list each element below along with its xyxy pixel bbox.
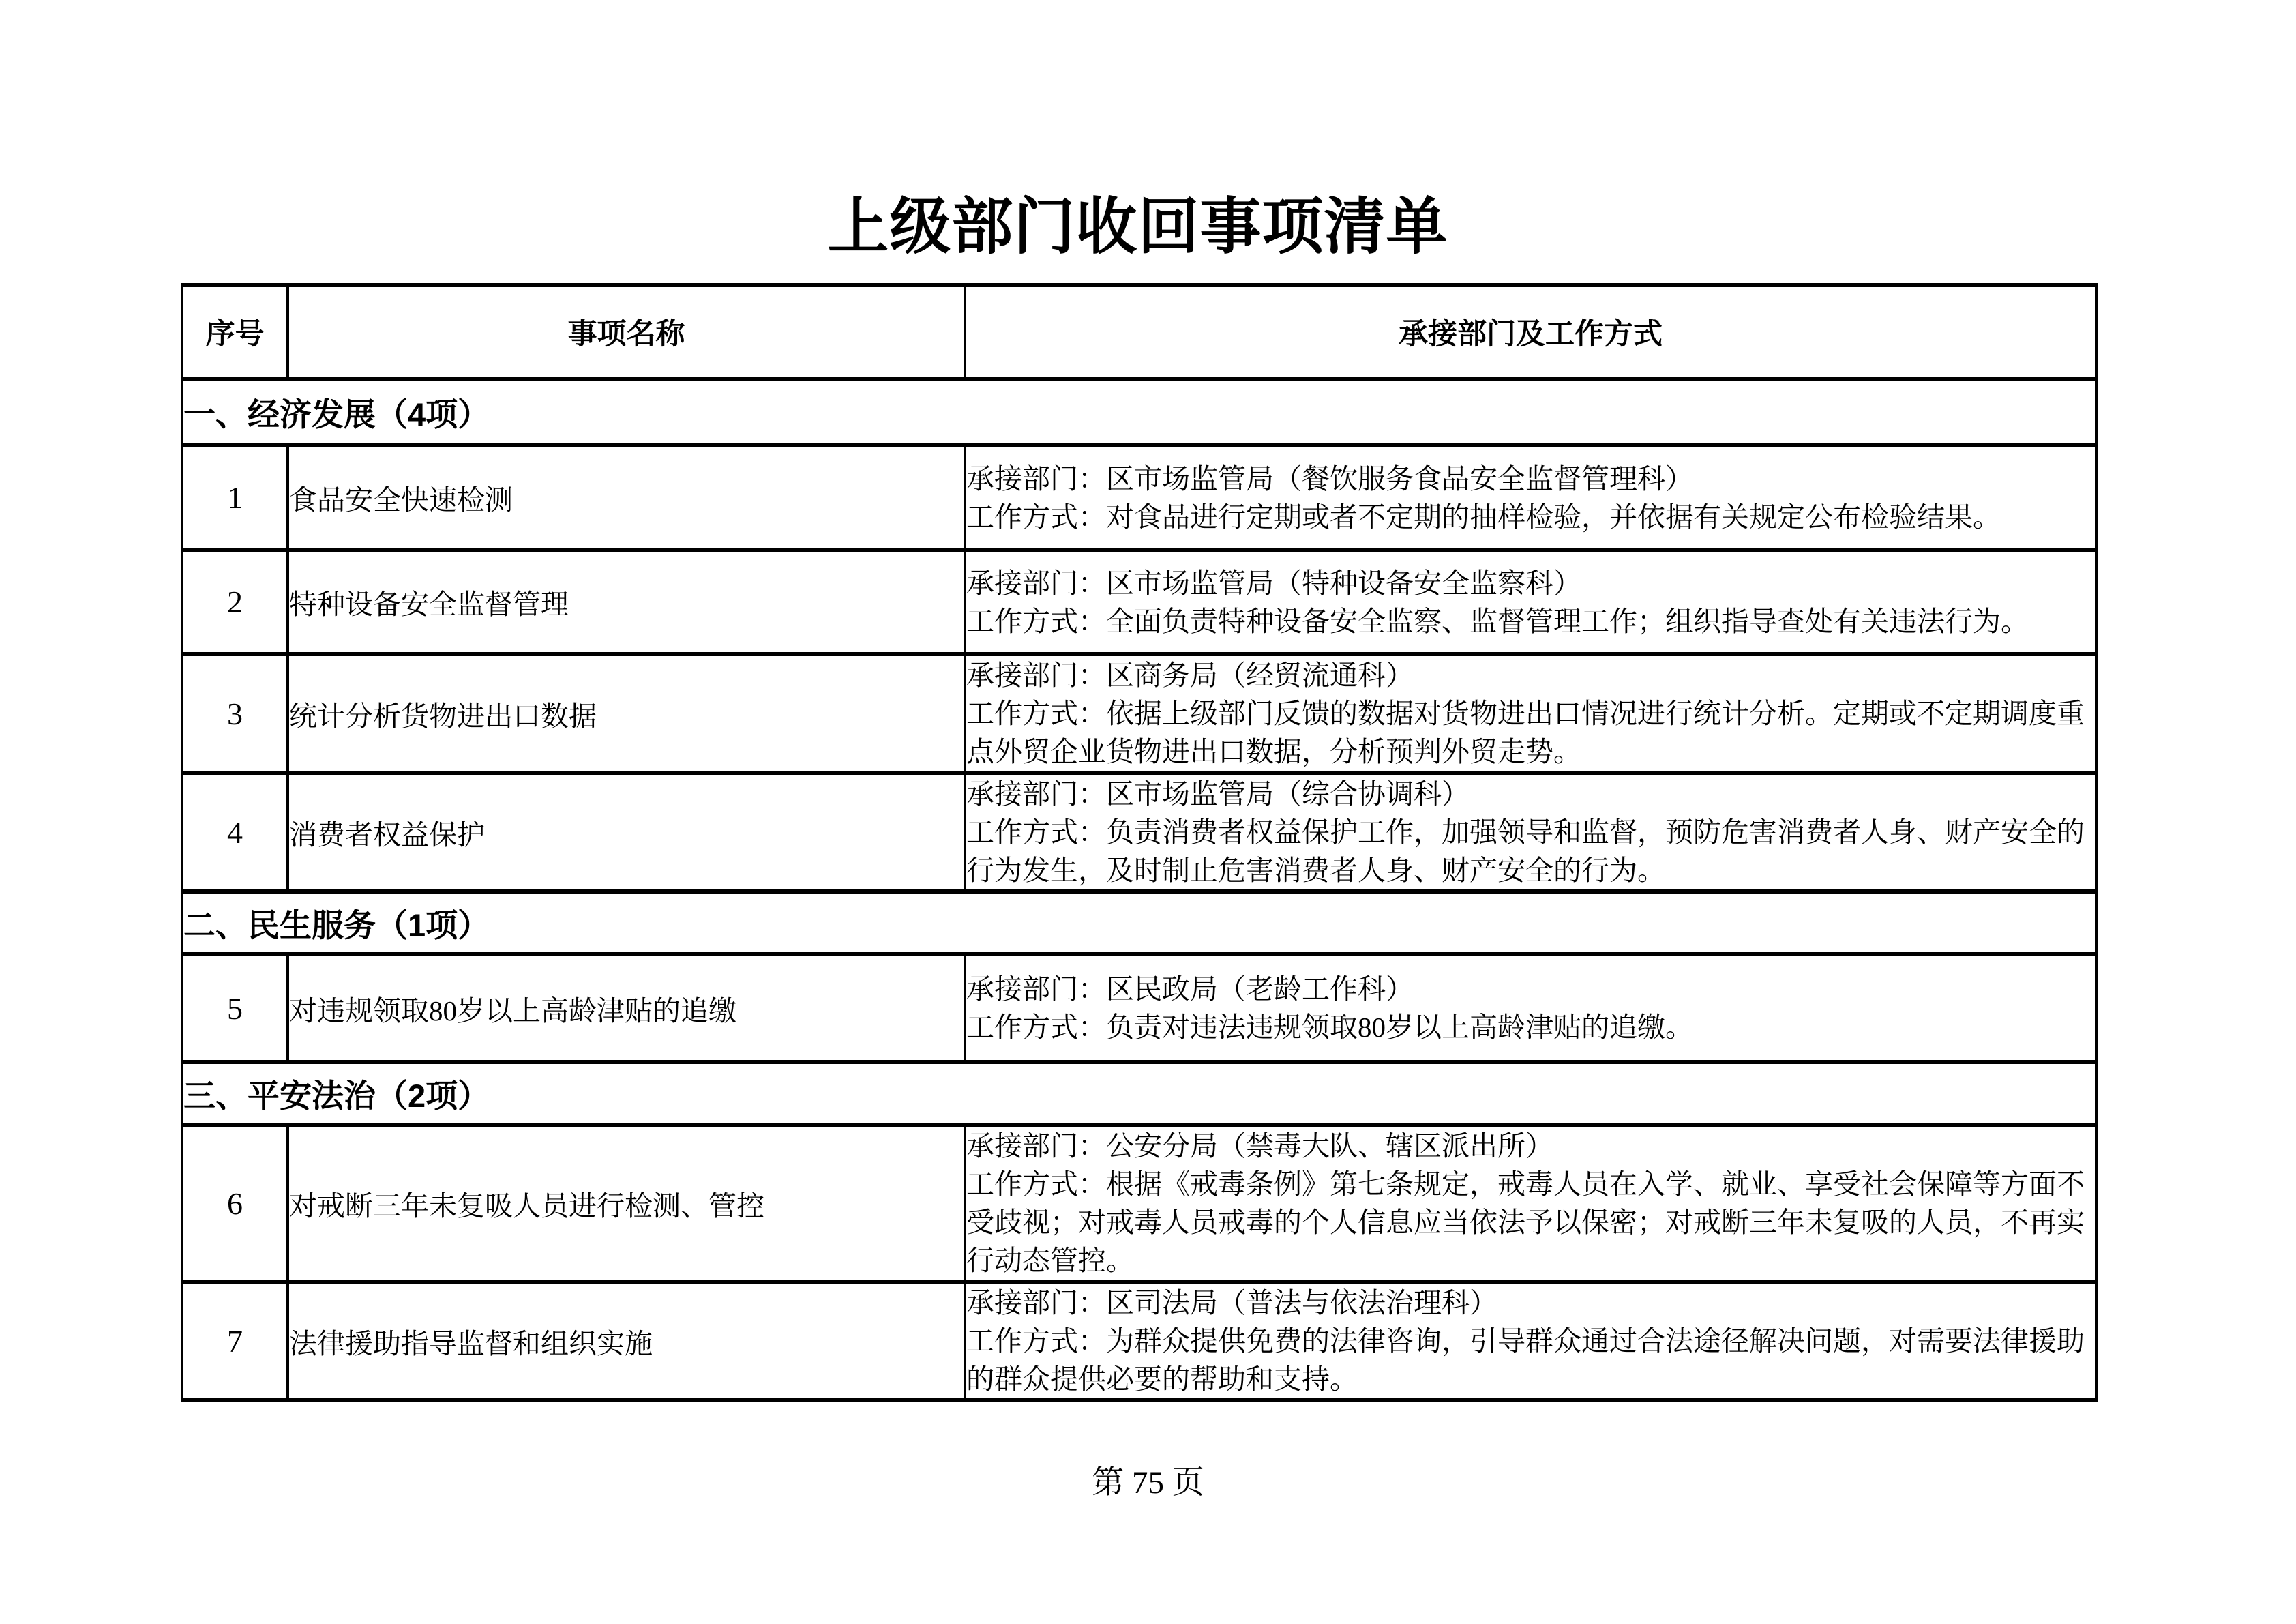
section-label: 一、经济发展（4项） xyxy=(182,379,2096,445)
method-line: 工作方式：根据《戒毒条例》第七条规定，戒毒人员在入学、就业、享受社会保障等方面不受歧视；对戒毒人员戒毒的个人信息应当依法予以保密；对戒断三年未复吸的人员，不再实行动态管控。 xyxy=(966,1168,2085,1276)
item-detail xyxy=(965,773,2096,891)
row-index: 3 xyxy=(182,654,288,773)
dept-line: 承接部门：区司法局（普法与依法治理科） xyxy=(966,1287,1497,1318)
page-title: 上级部门收回事项清单 xyxy=(827,194,1448,261)
header-department-method: 承接部门及工作方式 xyxy=(965,285,2096,379)
table-row xyxy=(182,550,2096,654)
method-line: 工作方式：对食品进行定期或者不定期的抽样检验，并依据有关规定公布检验结果。 xyxy=(966,501,2001,533)
item-detail xyxy=(965,1282,2096,1400)
item-name: 对戒断三年未复吸人员进行检测、管控 xyxy=(288,1125,965,1282)
table-row xyxy=(182,1282,2096,1400)
row-index: 7 xyxy=(182,1282,288,1400)
row-index: 1 xyxy=(182,445,288,550)
section-row-economy xyxy=(182,379,2096,445)
section-label: 三、平安法治（2项） xyxy=(182,1062,2096,1125)
table-header-row xyxy=(182,285,2096,379)
row-index: 5 xyxy=(182,954,288,1062)
row-index: 4 xyxy=(182,773,288,891)
section-label: 二、民生服务（1项） xyxy=(182,891,2096,954)
header-item-name: 事项名称 xyxy=(288,285,965,379)
item-name: 法律援助指导监督和组织实施 xyxy=(288,1282,965,1400)
item-detail xyxy=(965,1125,2096,1282)
item-name: 食品安全快速检测 xyxy=(288,445,965,550)
row-index: 2 xyxy=(182,550,288,654)
dept-line: 承接部门：公安分局（禁毒大队、辖区派出所） xyxy=(966,1130,1553,1162)
item-name: 对违规领取80岁以上高龄津贴的追缴 xyxy=(288,954,965,1062)
item-name: 消费者权益保护 xyxy=(288,773,965,891)
item-detail xyxy=(965,550,2096,654)
method-line: 工作方式：负责消费者权益保护工作，加强领导和监督，预防危害消费者人身、财产安全的行为发生，及时制止危害消费者人身、财产安全的行为。 xyxy=(966,816,2085,886)
dept-line: 承接部门：区民政局（老龄工作科） xyxy=(966,973,1414,1005)
header-index: 序号 xyxy=(182,285,288,379)
section-row-livelihood xyxy=(182,891,2096,954)
table-row xyxy=(182,1125,2096,1282)
dept-line: 承接部门：区市场监管局（综合协调科） xyxy=(966,778,1470,810)
item-detail xyxy=(965,954,2096,1062)
section-row-safety-law xyxy=(182,1062,2096,1125)
dept-line: 承接部门：区市场监管局（特种设备安全监察科） xyxy=(966,567,1581,599)
method-line: 工作方式：依据上级部门反馈的数据对货物进出口情况进行统计分析。定期或不定期调度重点外贸企业货物进出口数据，分析预判外贸走势。 xyxy=(966,698,2085,767)
item-detail xyxy=(965,445,2096,550)
row-index: 6 xyxy=(182,1125,288,1282)
method-line: 工作方式：为群众提供免费的法律咨询，引导群众通过合法途径解决问题，对需要法律援助的群众提供必要的帮助和支持。 xyxy=(966,1325,2085,1395)
method-line: 工作方式：负责对违法违规领取80岁以上高龄津贴的追缴。 xyxy=(966,1012,1693,1043)
dept-line: 承接部门：区商务局（经贸流通科） xyxy=(966,660,1414,691)
table-row xyxy=(182,773,2096,891)
page-number: 第 75 页 xyxy=(1092,1465,1204,1501)
item-name: 统计分析货物进出口数据 xyxy=(288,654,965,773)
item-detail xyxy=(965,654,2096,773)
items-table xyxy=(181,283,2098,1402)
table-row xyxy=(182,654,2096,773)
method-line: 工作方式：全面负责特种设备安全监察、监督管理工作；组织指导查处有关违法行为。 xyxy=(966,605,2029,637)
table-row xyxy=(182,445,2096,550)
item-name: 特种设备安全监督管理 xyxy=(288,550,965,654)
dept-line: 承接部门：区市场监管局（餐饮服务食品安全监督管理科） xyxy=(966,462,1693,494)
table-row xyxy=(182,954,2096,1062)
